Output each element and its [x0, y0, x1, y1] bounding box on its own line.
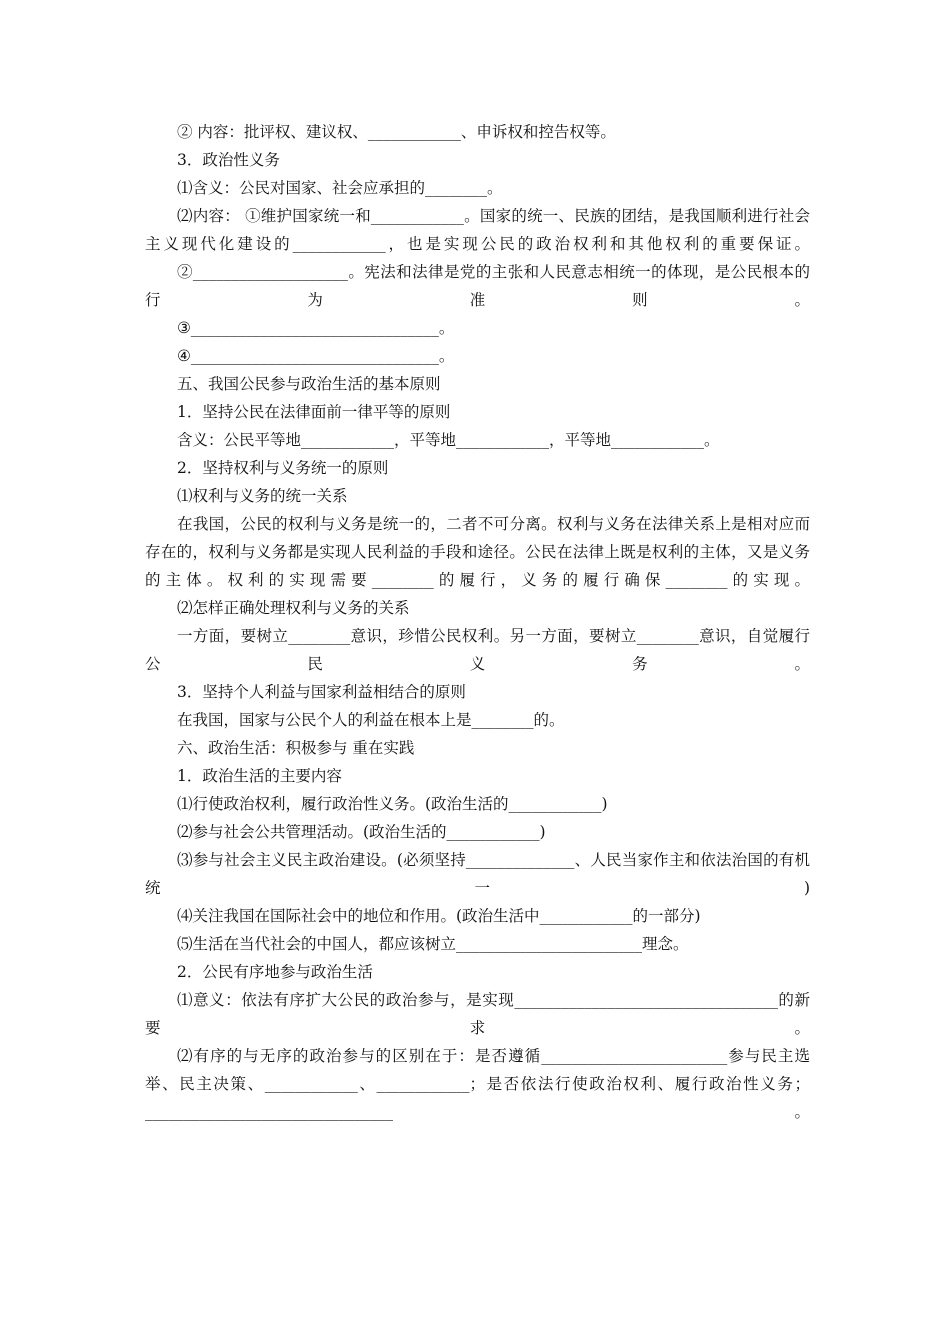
text-paragraph: ⑶参与社会主义民主政治建设。(必须坚持______________、人民当家作主和依法治国的有机统一) — [145, 851, 810, 897]
text-line: ⑴行使政治权利，履行政治性义务。(政治生活的____________) — [177, 795, 608, 813]
section-heading: 五、我国公民参与政治生活的基本原则 — [177, 375, 441, 393]
subsection-heading: 1．政治生活的主要内容 — [177, 767, 342, 785]
text-line: ⑸生活在当代社会的中国人，都应该树立________________________理念。 — [177, 935, 689, 953]
text-line: ⑵参与社会公共管理活动。(政治生活的____________) — [177, 823, 546, 841]
text-paragraph: ⑵有序的与无序的政治参与的区别在于：是否遵循________________________参与民主选举、民主决策、____________、____________；是否依法行使政治权利、履行政治性义务；________________________________。 — [145, 1047, 810, 1121]
subsection-heading: 3．坚持个人利益与国家利益相结合的原则 — [177, 683, 466, 701]
text-paragraph: ⑵内容： ①维护国家统一和____________。国家的统一、民族的团结，是我国顺利进行社会主义现代化建设的____________，也是实现公民的政治权利和其他权利的重要保证。 — [145, 207, 810, 253]
text-line: 3．政治性义务 — [177, 151, 280, 169]
document-page — [145, 118, 810, 1126]
text-line: ⑷关注我国在国际社会中的地位和作用。(政治生活中____________的一部分) — [177, 907, 701, 925]
text-paragraph: ②____________________。宪法和法律是党的主张和人民意志相统一的体现，是公民根本的行为准则。 — [145, 263, 810, 309]
subsection-heading: 2．公民有序地参与政治生活 — [177, 963, 373, 981]
text-line: ③________________________________。 — [177, 319, 455, 337]
text-paragraph: 一方面，要树立________意识，珍惜公民权利。另一方面，要树立________意识，自觉履行公民义务。 — [145, 627, 810, 673]
text-line: 在我国，国家与公民个人的利益在根本上是________的。 — [177, 711, 565, 729]
text-line: ⑵怎样正确处理权利与义务的关系 — [177, 599, 410, 617]
text-paragraph: 在我国，公民的权利与义务是统一的，二者不可分离。权利与义务在法律关系上是相对应而存在的，权利与义务都是实现人民利益的手段和途径。公民在法律上既是权利的主体，又是义务的主体。权利的实现需要________的履行，义务的履行确保________的实现。 — [145, 515, 810, 589]
text-line: 含义：公民平等地____________，平等地____________，平等地____________。 — [177, 431, 720, 449]
subsection-heading: 2．坚持权利与义务统一的原则 — [177, 459, 389, 477]
subsection-heading: 1．坚持公民在法律面前一律平等的原则 — [177, 403, 451, 421]
text-paragraph: ⑴意义：依法有序扩大公民的政治参与，是实现__________________________________的新要求。 — [145, 991, 810, 1037]
text-line: ② 内容：批评权、建议权、____________、申诉权和控告权等。 — [177, 123, 616, 141]
section-heading: 六、政治生活：积极参与 重在实践 — [177, 739, 415, 757]
text-line: ⑴含义：公民对国家、社会应承担的________。 — [177, 179, 503, 197]
text-line: ⑴权利与义务的统一关系 — [177, 487, 348, 505]
text-line: ④________________________________。 — [177, 347, 455, 365]
